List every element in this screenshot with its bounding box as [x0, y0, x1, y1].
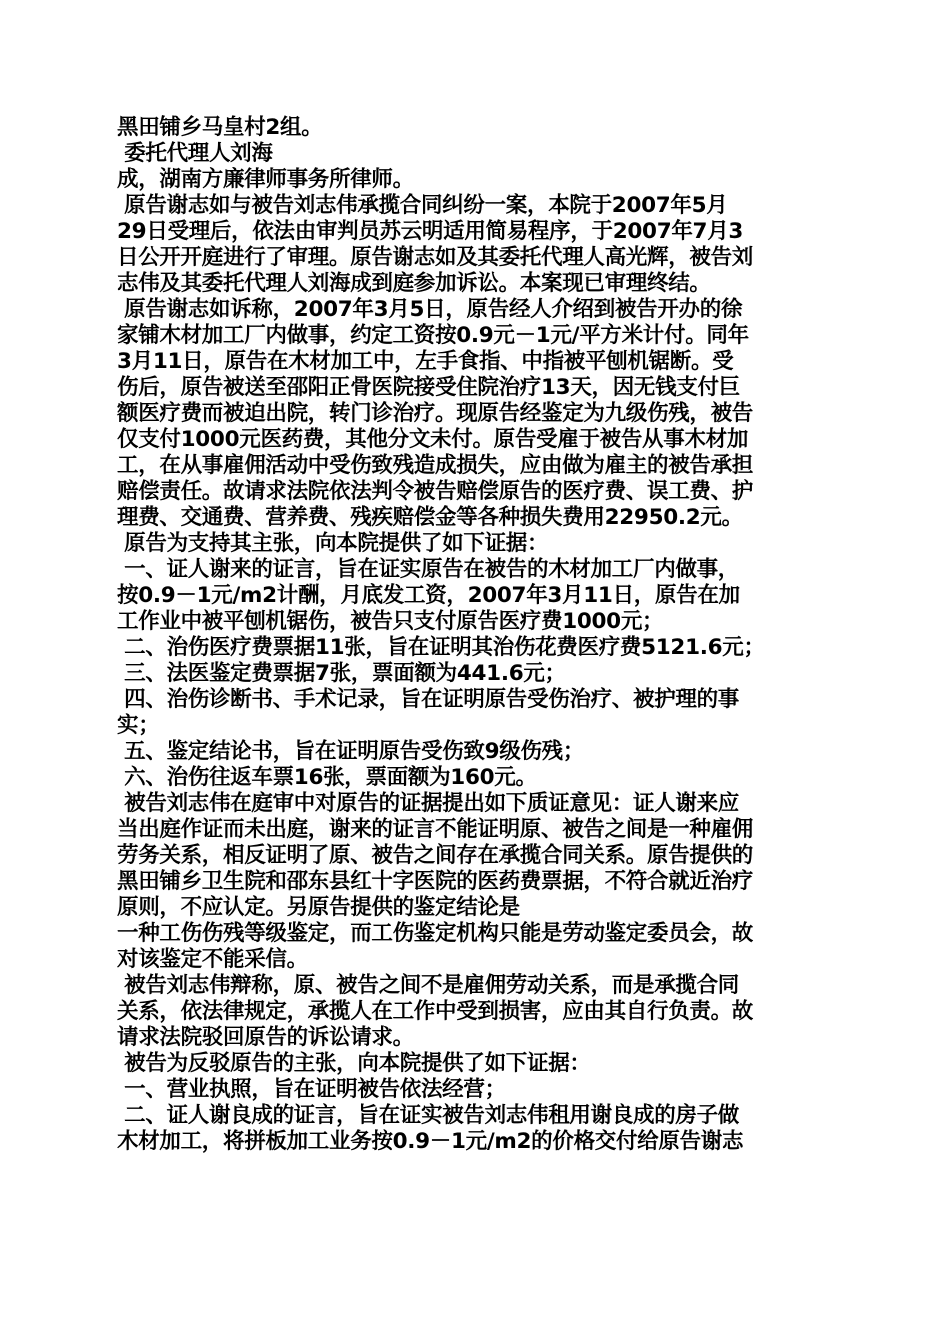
text-line: 原则，不应认定。另原告提供的鉴定结论是	[117, 895, 520, 920]
text-line: 工作业中被平刨机锯伤，被告只支付原告医疗费1000元；	[117, 609, 664, 634]
text-line: 一、证人谢来的证言，旨在证实原告在被告的木材加工厂内做事，	[117, 557, 739, 582]
text-line: 五、鉴定结论书，旨在证明原告受伤致9级伤残；	[117, 739, 585, 764]
text-line: 仅支付1000元医药费，其他分文未付。原告受雇于被告从事木材加	[117, 427, 749, 452]
text-line: 关系，依法律规定，承揽人在工作中受到损害，应由其自行负责。故	[117, 999, 754, 1024]
text-line: 实；	[117, 713, 160, 738]
text-line: 黑田铺乡马皇村2组。	[117, 115, 323, 140]
text-line: 六、治伤往返车票16张，票面额为160元。	[117, 765, 537, 790]
text-line: 二、治伤医疗费票据11张，旨在证明其治伤花费医疗费5121.6元；	[117, 635, 765, 660]
text-line: 按0.9－1元/m2计酬，月底发工资，2007年3月11日，原告在加	[117, 583, 740, 608]
text-line: 工，在从事雇佣活动中受伤致残造成损失，应由做为雇主的被告承担	[117, 453, 754, 478]
text-line: 志伟及其委托代理人刘海成到庭参加诉讼。本案现已审理终结。	[117, 271, 711, 296]
text-line: 一种工伤伤残等级鉴定，而工伤鉴定机构只能是劳动鉴定委员会，故	[117, 921, 754, 946]
text-line: 成，湖南方廉律师事务所律师。	[117, 167, 414, 192]
text-line: 赔偿责任。故请求法院依法判令被告赔偿原告的医疗费、误工费、护	[117, 479, 754, 504]
text-line: 请求法院驳回原告的诉讼请求。	[117, 1025, 414, 1050]
text-line: 委托代理人刘海	[117, 141, 273, 166]
text-line: 一、营业执照，旨在证明被告依法经营；	[117, 1077, 506, 1102]
text-line: 三、法医鉴定费票据7张，票面额为441.6元；	[117, 661, 566, 686]
text-line: 原告谢志如诉称，2007年3月5日，原告经人介绍到被告开办的徐	[117, 297, 743, 322]
text-line: 3月11日，原告在木材加工中，左手食指、中指被平刨机锯断。受	[117, 349, 734, 374]
text-line: 对该鉴定不能采信。	[117, 947, 308, 972]
text-line: 29日受理后，依法由审判员苏云明适用简易程序，于2007年7月3	[117, 219, 744, 244]
text-line: 被告为反驳原告的主张，向本院提供了如下证据：	[117, 1051, 591, 1076]
text-line: 黑田铺乡卫生院和邵东县红十字医院的医药费票据，不符合就近治疗	[117, 869, 754, 894]
text-line: 伤后，原告被送至邵阳正骨医院接受住院治疗13天，因无钱支付巨	[117, 375, 740, 400]
text-line: 劳务关系，相反证明了原、被告之间存在承揽合同关系。原告提供的	[117, 843, 754, 868]
text-line: 四、治伤诊断书、手术记录，旨在证明原告受伤治疗、被护理的事	[117, 687, 739, 712]
text-line: 原告谢志如与被告刘志伟承揽合同纠纷一案，本院于2007年5月	[117, 193, 728, 218]
text-line: 日公开开庭进行了审理。原告谢志如及其委托代理人高光辉，被告刘	[117, 245, 754, 270]
text-line: 理费、交通费、营养费、残疾赔偿金等各种损失费用22950.2元。	[117, 505, 743, 530]
text-line: 当出庭作证而未出庭，谢来的证言不能证明原、被告之间是一种雇佣	[117, 817, 754, 842]
text-line: 家铺木材加工厂内做事，约定工资按0.9元－1元/平方米计付。同年	[117, 323, 749, 348]
text-line: 额医疗费而被迫出院，转门诊治疗。现原告经鉴定为九级伤残，被告	[117, 401, 754, 426]
text-line: 原告为支持其主张，向本院提供了如下证据：	[117, 531, 549, 556]
text-line: 二、证人谢良成的证言，旨在证实被告刘志伟租用谢良成的房子做	[117, 1103, 739, 1128]
text-line: 被告刘志伟在庭审中对原告的证据提出如下质证意见：证人谢来应	[117, 791, 739, 816]
text-line: 木材加工，将拼板加工业务按0.9－1元/m2的价格交付给原告谢志	[117, 1129, 744, 1154]
text-line: 被告刘志伟辩称，原、被告之间不是雇佣劳动关系，而是承揽合同	[117, 973, 739, 998]
document-body-text	[117, 115, 842, 1155]
